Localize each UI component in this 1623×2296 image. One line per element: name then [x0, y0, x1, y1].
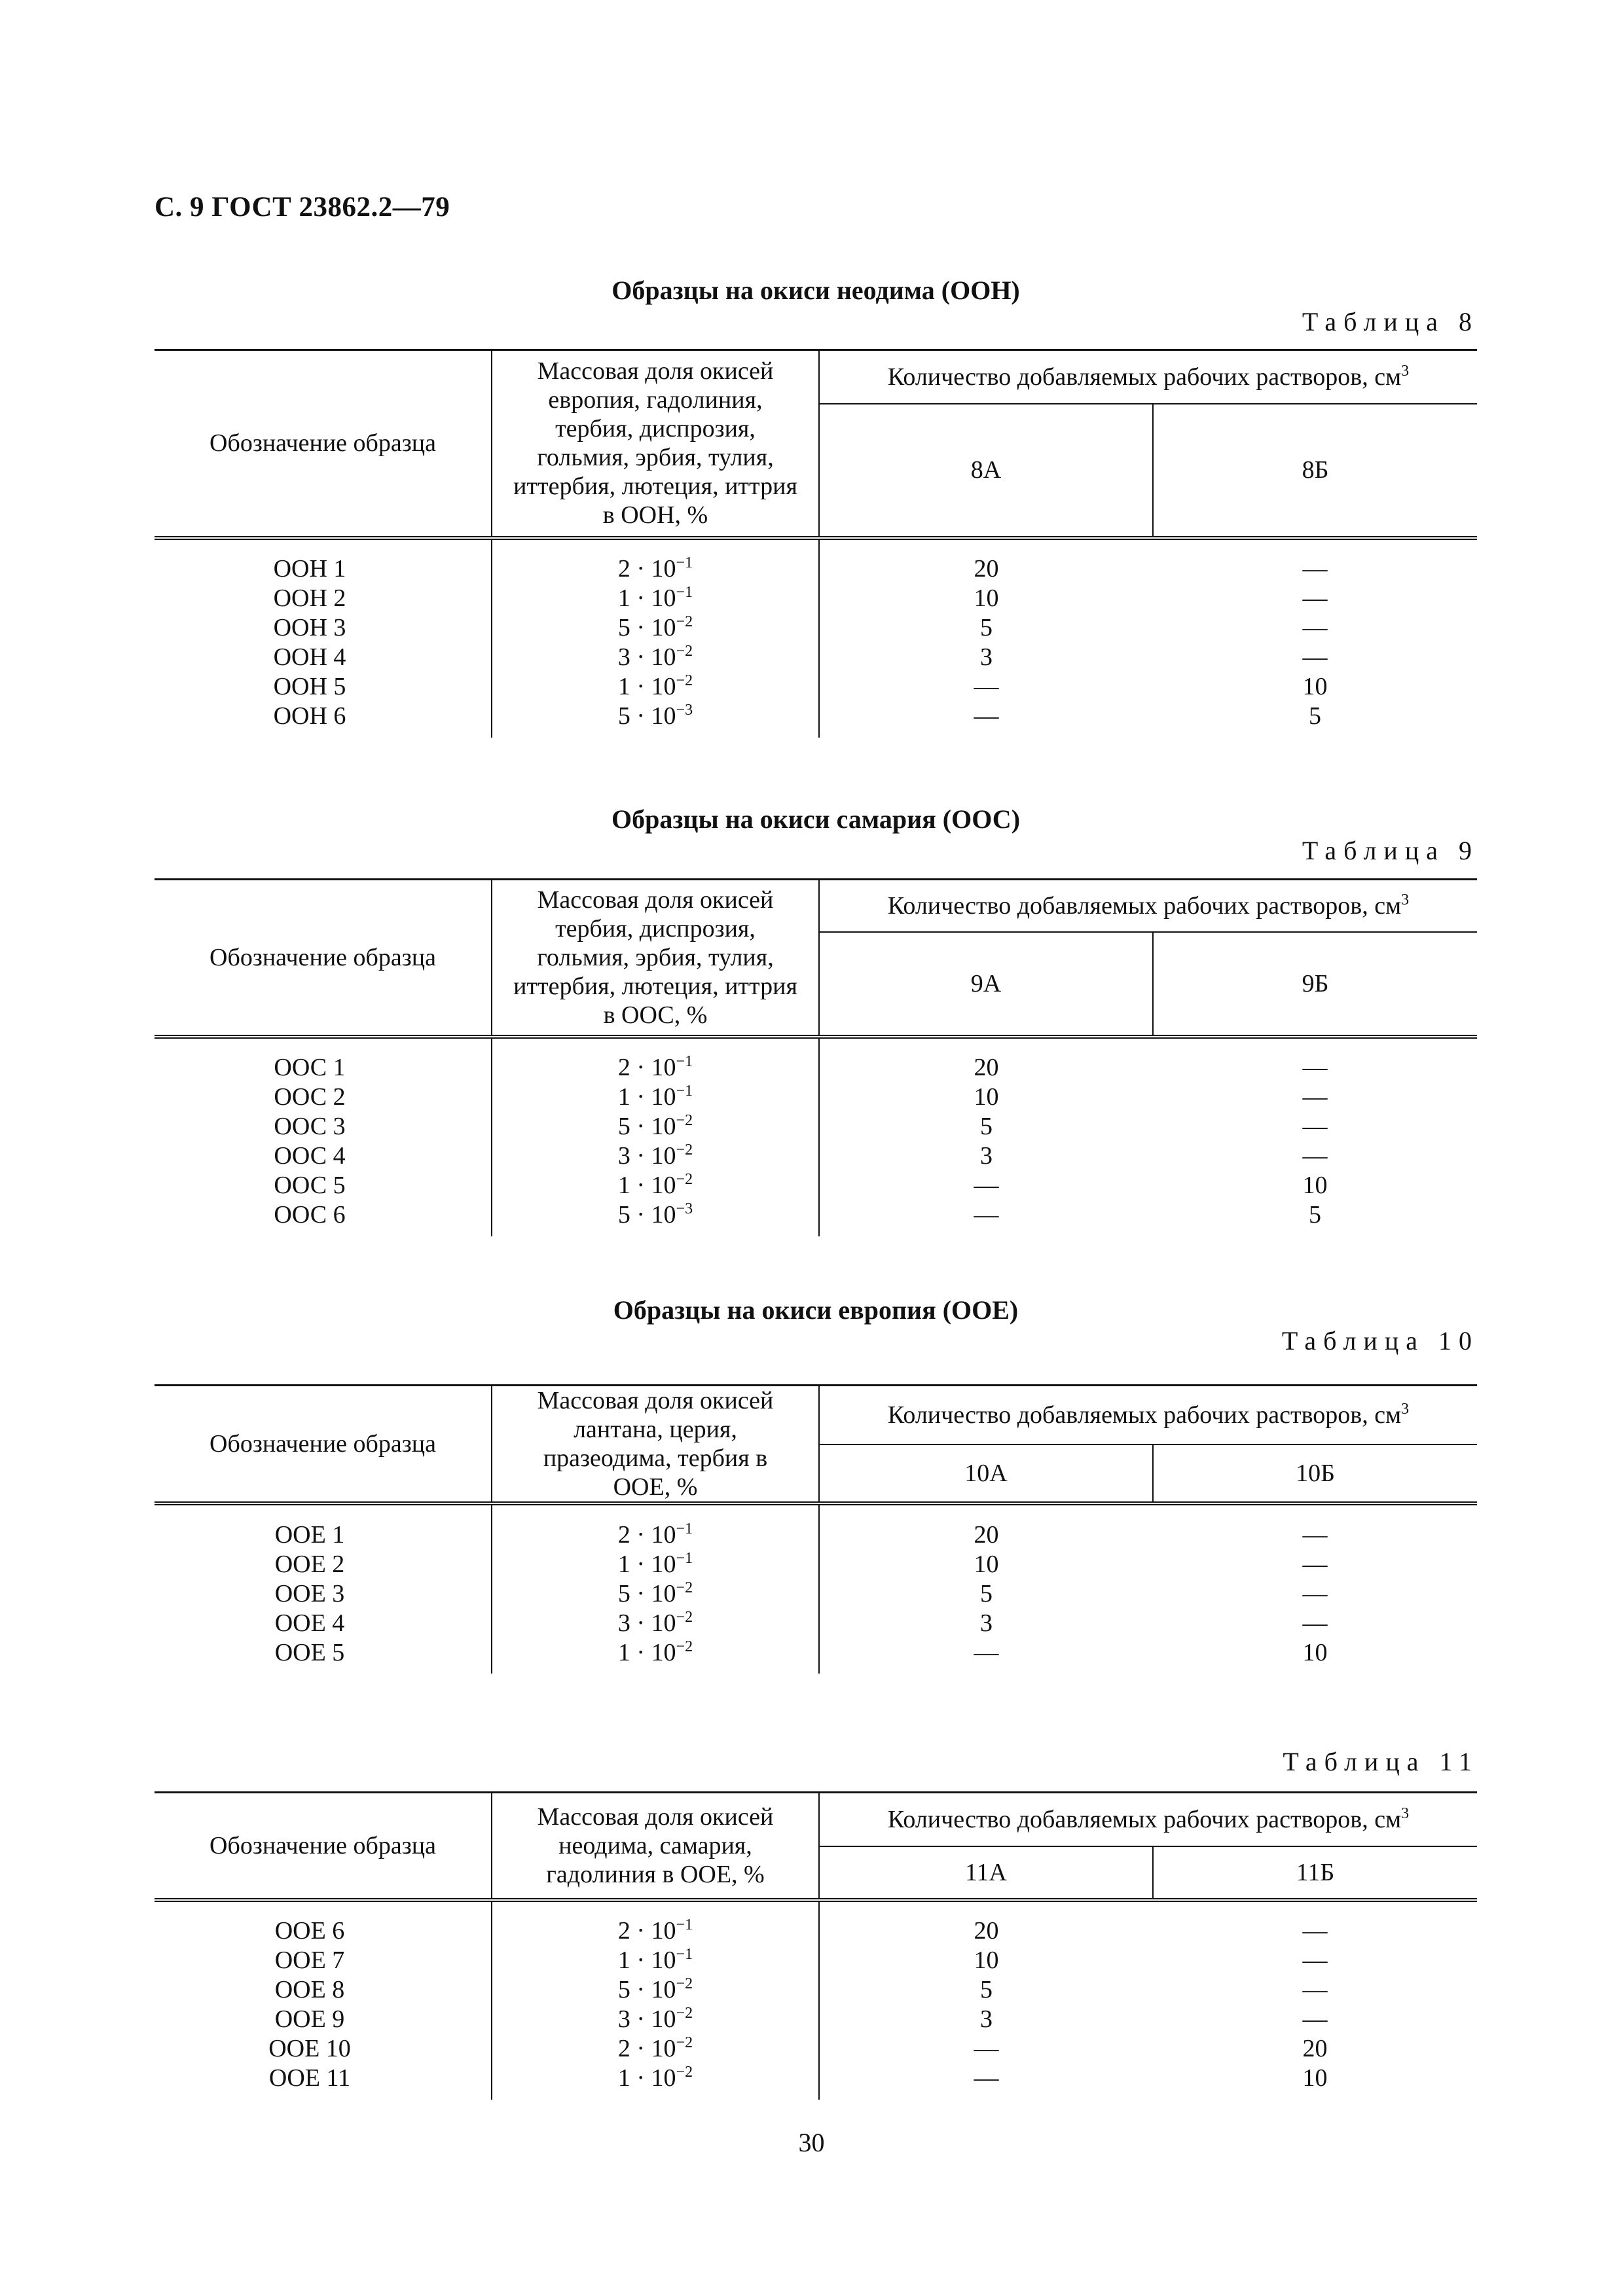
header-quantity-unit-sup: 3: [1401, 891, 1410, 908]
header-quantity: [819, 1793, 1477, 1846]
cell-mass-fraction-exponent: −1: [676, 554, 693, 571]
table-row: [155, 2064, 1477, 2100]
cell-solution-a: —: [819, 1638, 1153, 1674]
cell-mass-fraction-mantissa: 2 · 10: [617, 1917, 676, 1945]
cell-solution-b: —: [1302, 1917, 1328, 1945]
cell-mass-fraction-exponent: −2: [676, 1608, 693, 1626]
cell-solution-b: —: [1302, 1113, 1328, 1140]
cell-mass-fraction-mantissa: 1 · 10: [617, 1172, 676, 1199]
header-sub-a: 10А: [819, 1444, 1153, 1503]
cell-mass-fraction: [492, 643, 819, 672]
cell-designation: ООН 6: [273, 702, 346, 730]
table-row: [155, 538, 1477, 584]
cell-mass-fraction-exponent: −2: [676, 1579, 693, 1596]
table-11: [155, 1791, 1477, 2100]
table-row: [155, 672, 1477, 702]
cell-solution-a: 20: [819, 1503, 1153, 1549]
cell-designation: ООС 3: [274, 1113, 346, 1140]
cell-solution-a: 10: [819, 1549, 1153, 1579]
cell-designation: ООН 2: [273, 584, 346, 612]
header-quantity: [819, 350, 1477, 404]
table-row: [155, 1549, 1477, 1579]
cell-solution-a: 10: [819, 1083, 1153, 1112]
cell-designation: ООЕ 8: [274, 1976, 345, 2003]
header-quantity-unit-sup: 3: [1401, 1804, 1410, 1822]
cell-mass-fraction: [492, 1112, 819, 1141]
cell-designation: ООЕ 4: [274, 1609, 345, 1637]
cell-mass-fraction: [492, 1608, 819, 1638]
cell-designation: ООС 4: [274, 1142, 346, 1170]
cell-designation: ООН 4: [273, 643, 346, 671]
cell-mass-fraction-exponent: −3: [676, 1200, 693, 1217]
page-number: 30: [798, 2128, 825, 2157]
table-label-10: Таблица 10: [1281, 1326, 1479, 1355]
cell-mass-fraction-exponent: −3: [676, 702, 693, 719]
cell-mass-fraction-mantissa: 3 · 10: [617, 643, 676, 671]
cell-mass-fraction-mantissa: 3 · 10: [617, 1142, 676, 1170]
cell-solution-a: 10: [819, 1946, 1153, 1975]
cell-solution-a: —: [819, 1171, 1153, 1200]
cell-solution-b: 10: [1302, 2064, 1328, 2092]
table-row: [155, 1141, 1477, 1171]
table-row: [155, 1975, 1477, 2005]
cell-mass-fraction-exponent: −2: [676, 1141, 693, 1158]
table-row: [155, 1608, 1477, 1638]
table-row: [155, 1579, 1477, 1608]
cell-designation: ООН 5: [273, 673, 346, 700]
table-row: [155, 1638, 1477, 1674]
cell-solution-a: 5: [819, 1112, 1153, 1141]
cell-mass-fraction-exponent: −2: [676, 613, 693, 630]
cell-solution-b: —: [1302, 1550, 1328, 1578]
header-quantity-text: Количество добавляемых рабочих растворов, см: [887, 363, 1402, 391]
header-quantity: [819, 1386, 1477, 1444]
cell-solution-b: —: [1302, 2005, 1328, 2033]
cell-mass-fraction: [492, 702, 819, 738]
header-sub-b: 10Б: [1153, 1444, 1477, 1503]
header-sub-a: 8А: [819, 404, 1153, 538]
cell-mass-fraction-exponent: −1: [676, 1083, 693, 1100]
header-quantity-unit-sup: 3: [1401, 362, 1410, 380]
cell-solution-b: 5: [1309, 1201, 1321, 1229]
cell-mass-fraction-mantissa: 2 · 10: [617, 1520, 676, 1549]
cell-solution-b: —: [1302, 555, 1328, 583]
cell-solution-a: —: [819, 702, 1153, 738]
cell-mass-fraction-mantissa: 1 · 10: [617, 1550, 676, 1578]
cell-solution-b: 10: [1302, 1638, 1328, 1666]
cell-mass-fraction-exponent: −2: [676, 1112, 693, 1129]
cell-mass-fraction-mantissa: 1 · 10: [617, 1638, 676, 1666]
cell-solution-a: —: [819, 2034, 1153, 2064]
cell-solution-a: —: [819, 672, 1153, 702]
cell-mass-fraction: [492, 1579, 819, 1608]
header-sub-b: 8Б: [1153, 404, 1477, 538]
cell-mass-fraction: [492, 584, 819, 613]
cell-designation: ООЕ 11: [268, 2064, 351, 2092]
cell-solution-b: 10: [1302, 673, 1328, 700]
cell-mass-fraction: [492, 2064, 819, 2100]
section-title-table-8: Образцы на окиси неодима (ООН): [611, 276, 1020, 305]
header-sub-a: 11А: [819, 1846, 1153, 1900]
cell-mass-fraction: [492, 2005, 819, 2034]
header-mass-fraction: Массовая доля окисей лантана, церия, празеодима, тербия в ООЕ, %: [492, 1386, 819, 1504]
table-row: [155, 1946, 1477, 1975]
cell-solution-b: —: [1302, 1520, 1328, 1549]
cell-mass-fraction: [492, 1946, 819, 1975]
cell-designation: ООЕ 9: [274, 2005, 345, 2033]
table-row: [155, 613, 1477, 643]
cell-solution-a: 10: [819, 584, 1153, 613]
cell-designation: ООН 3: [273, 614, 346, 641]
cell-mass-fraction-exponent: −1: [676, 1916, 693, 1933]
cell-solution-a: 20: [819, 1037, 1153, 1083]
cell-solution-a: 3: [819, 1608, 1153, 1638]
table-row: [155, 1900, 1477, 1946]
cell-mass-fraction-mantissa: 3 · 10: [617, 2005, 676, 2033]
cell-mass-fraction-mantissa: 5 · 10: [617, 1976, 676, 2003]
header-mass-fraction: Массовая доля окисей тербия, диспрозия, гольмия, эрбия, тулия, иттербия, лютеция, иттрия в ООС, %: [492, 880, 819, 1037]
table-row: [155, 1083, 1477, 1112]
cell-mass-fraction-exponent: −2: [676, 2005, 693, 2022]
cell-designation: ООЕ 1: [274, 1520, 345, 1549]
cell-mass-fraction-mantissa: 5 · 10: [617, 1579, 676, 1607]
cell-solution-b: —: [1302, 1946, 1328, 1974]
header-sub-b: 11Б: [1153, 1846, 1477, 1900]
cell-solution-a: 3: [819, 1141, 1153, 1171]
table-row: [155, 2034, 1477, 2064]
cell-designation: ООЕ 3: [274, 1579, 345, 1607]
cell-mass-fraction-exponent: −1: [676, 1946, 693, 1963]
cell-mass-fraction: [492, 1900, 819, 1946]
cell-solution-b: —: [1302, 1609, 1328, 1637]
header-sub-b: 9Б: [1153, 932, 1477, 1037]
cell-mass-fraction-mantissa: 5 · 10: [617, 1201, 676, 1229]
cell-designation: ООЕ 6: [274, 1917, 345, 1945]
cell-solution-b: —: [1302, 1083, 1328, 1111]
section-title-table-9: Образцы на окиси самария (ООС): [611, 804, 1021, 834]
cell-solution-b: —: [1302, 1054, 1328, 1081]
cell-mass-fraction-mantissa: 1 · 10: [617, 1083, 676, 1111]
cell-designation: ООС 1: [274, 1054, 346, 1081]
table-8: [155, 349, 1477, 738]
header-mass-fraction: Массовая доля окисей неодима, самария, гадолиния в ООЕ, %: [492, 1793, 819, 1900]
table-row: [155, 1171, 1477, 1200]
header-quantity-text: Количество добавляемых рабочих растворов, см: [887, 1401, 1402, 1429]
cell-mass-fraction-exponent: −2: [676, 1975, 693, 1992]
cell-mass-fraction-exponent: −2: [676, 2064, 693, 2081]
cell-mass-fraction-exponent: −2: [676, 2034, 693, 2051]
header-designation: Обозначение образца: [155, 1793, 492, 1900]
cell-mass-fraction-mantissa: 5 · 10: [617, 702, 676, 730]
cell-mass-fraction: [492, 1975, 819, 2005]
cell-solution-a: 20: [819, 1900, 1153, 1946]
page-header: С. 9 ГОСТ 23862.2—79: [155, 192, 450, 223]
cell-mass-fraction-exponent: −2: [676, 672, 693, 689]
header-designation: Обозначение образца: [155, 1386, 492, 1504]
table-row: [155, 2005, 1477, 2034]
cell-mass-fraction: [492, 1549, 819, 1579]
cell-mass-fraction-mantissa: 1 · 10: [617, 2064, 676, 2092]
cell-mass-fraction-exponent: −2: [676, 643, 693, 660]
cell-mass-fraction-exponent: −2: [676, 1638, 693, 1655]
cell-solution-b: —: [1302, 614, 1328, 641]
table-row: [155, 702, 1477, 738]
header-quantity-text: Количество добавляемых рабочих растворов, см: [887, 891, 1402, 920]
cell-mass-fraction: [492, 613, 819, 643]
cell-mass-fraction-exponent: −1: [676, 1549, 693, 1567]
cell-solution-b: —: [1302, 584, 1328, 612]
header-sub-a: 9А: [819, 932, 1153, 1037]
cell-solution-b: 20: [1302, 2035, 1328, 2062]
cell-mass-fraction: [492, 1083, 819, 1112]
header-quantity-unit-sup: 3: [1401, 1400, 1410, 1418]
cell-solution-a: 5: [819, 613, 1153, 643]
table-10: [155, 1384, 1477, 1674]
table-row: [155, 1200, 1477, 1236]
cell-solution-a: 5: [819, 1579, 1153, 1608]
cell-designation: ООН 1: [273, 555, 346, 583]
cell-mass-fraction: [492, 1141, 819, 1171]
table-row: [155, 1112, 1477, 1141]
table-row: [155, 643, 1477, 672]
cell-mass-fraction-mantissa: 2 · 10: [617, 555, 676, 583]
cell-designation: ООЕ 5: [274, 1638, 345, 1666]
table-label-8: Таблица 8: [1302, 307, 1479, 336]
cell-mass-fraction-mantissa: 1 · 10: [617, 1946, 676, 1974]
cell-solution-a: —: [819, 1200, 1153, 1236]
cell-solution-a: 3: [819, 2005, 1153, 2034]
cell-solution-b: —: [1302, 1579, 1328, 1607]
cell-solution-a: 3: [819, 643, 1153, 672]
table-row: [155, 584, 1477, 613]
cell-mass-fraction: [492, 1200, 819, 1236]
header-quantity-text: Количество добавляемых рабочих растворов, см: [887, 1805, 1402, 1833]
cell-mass-fraction-mantissa: 1 · 10: [617, 673, 676, 700]
cell-solution-b: 5: [1309, 702, 1321, 730]
table-label-11: Таблица 11: [1283, 1747, 1479, 1776]
cell-mass-fraction-exponent: −2: [676, 1171, 693, 1188]
cell-designation: ООС 6: [274, 1201, 346, 1229]
cell-solution-a: 20: [819, 538, 1153, 584]
cell-mass-fraction-mantissa: 2 · 10: [617, 2035, 676, 2062]
cell-mass-fraction-mantissa: 1 · 10: [617, 584, 676, 612]
cell-mass-fraction-exponent: −1: [676, 584, 693, 601]
cell-mass-fraction: [492, 1171, 819, 1200]
header-designation: Обозначение образца: [155, 880, 492, 1037]
cell-mass-fraction-mantissa: 3 · 10: [617, 1609, 676, 1637]
section-title-table-10: Образцы на окиси европия (ООЕ): [613, 1295, 1019, 1325]
cell-mass-fraction: [492, 672, 819, 702]
cell-solution-b: —: [1302, 643, 1328, 671]
header-mass-fraction: Массовая доля окисей европия, гадолиния, тербия, диспрозия, гольмия, эрбия, тулия, иттербия, лютеция, иттрия в ООН, %: [492, 350, 819, 538]
cell-designation: ООЕ 10: [268, 2035, 351, 2062]
cell-solution-a: —: [819, 2064, 1153, 2100]
cell-solution-a: 5: [819, 1975, 1153, 2005]
cell-mass-fraction-mantissa: 5 · 10: [617, 1113, 676, 1140]
cell-designation: ООС 5: [274, 1172, 346, 1199]
cell-mass-fraction: [492, 1503, 819, 1549]
cell-mass-fraction-mantissa: 2 · 10: [617, 1054, 676, 1081]
header-quantity: [819, 880, 1477, 932]
header-designation: Обозначение образца: [155, 350, 492, 538]
cell-mass-fraction: [492, 2034, 819, 2064]
cell-solution-b: —: [1302, 1976, 1328, 2003]
cell-designation: ООС 2: [274, 1083, 346, 1111]
table-9: [155, 878, 1477, 1236]
cell-solution-b: 10: [1302, 1172, 1328, 1199]
cell-mass-fraction: [492, 538, 819, 584]
table-label-9: Таблица 9: [1302, 836, 1479, 865]
cell-mass-fraction-exponent: −1: [676, 1520, 693, 1537]
table-row: [155, 1503, 1477, 1549]
cell-mass-fraction: [492, 1037, 819, 1083]
cell-solution-b: —: [1302, 1142, 1328, 1170]
cell-designation: ООЕ 2: [274, 1550, 345, 1578]
table-row: [155, 1037, 1477, 1083]
cell-mass-fraction-exponent: −1: [676, 1053, 693, 1070]
cell-designation: ООЕ 7: [274, 1946, 345, 1974]
cell-mass-fraction: [492, 1638, 819, 1674]
cell-mass-fraction-mantissa: 5 · 10: [617, 614, 676, 641]
